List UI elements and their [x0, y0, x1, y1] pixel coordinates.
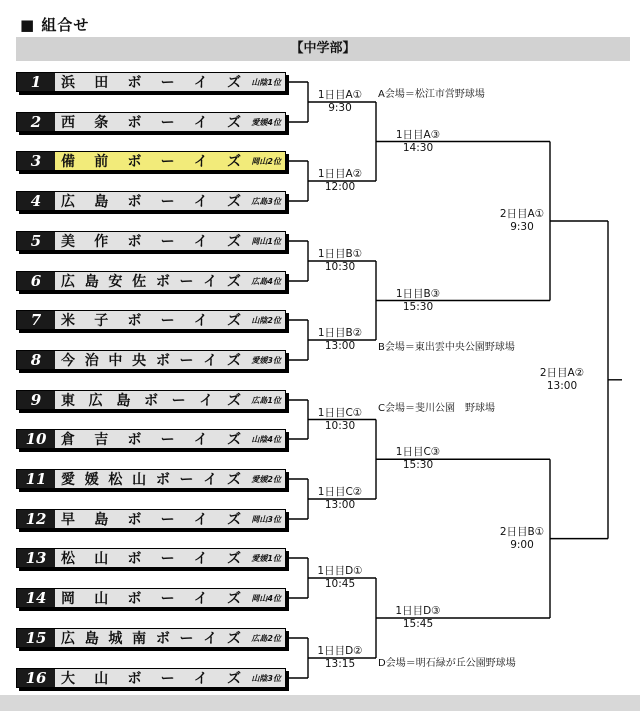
division-banner: 【中学部】 — [16, 37, 630, 61]
team-qualifier: 広島1位 — [251, 395, 281, 405]
team-name — [61, 73, 241, 91]
match-game: 1日目B① — [317, 248, 363, 260]
team-name-char: ー — [160, 591, 175, 607]
team-name-char: 作 — [94, 234, 109, 250]
team-name-char: イ — [193, 551, 208, 567]
team-name — [61, 311, 241, 329]
team-name-char: ボ — [127, 75, 142, 91]
team-name-char: 島 — [94, 194, 109, 210]
team-name-char: ー — [160, 432, 175, 448]
team-name-char: 前 — [94, 154, 109, 170]
team-number: 11 — [17, 470, 55, 488]
team-name-char: 広 — [61, 631, 75, 647]
team-qualifier: 岡山3位 — [251, 514, 281, 524]
team-row — [16, 588, 286, 608]
team-number: 2 — [17, 113, 55, 131]
match-game: 1日目B② — [317, 327, 363, 339]
team-name-char: ズ — [226, 75, 241, 91]
team-name-char: ー — [160, 154, 175, 170]
team-name-char: 岡 — [61, 591, 75, 607]
team-name — [61, 192, 241, 210]
match-time: 15:30 — [402, 459, 434, 472]
team-qualifier: 山陰2位 — [251, 315, 281, 325]
team-name-char: 浜 — [61, 75, 75, 91]
team-qualifier: 広島2位 — [251, 633, 281, 643]
team-name-char: 安 — [108, 274, 123, 290]
team-name-char: 中 — [108, 353, 123, 369]
team-name-char: 米 — [61, 313, 75, 329]
team-name-char: ズ — [226, 591, 241, 607]
team-name-char: ー — [160, 551, 175, 567]
team-name-char: 条 — [94, 115, 109, 131]
match-time: 13:15 — [324, 658, 356, 670]
match-label — [488, 208, 556, 234]
team-name-char: ズ — [226, 353, 241, 369]
team-name-char: ボ — [155, 631, 170, 647]
team-name-char: ー — [160, 115, 175, 131]
team-qualifier: 愛媛1位 — [251, 553, 281, 563]
team-number: 6 — [17, 272, 55, 290]
team-name-char: ボ — [155, 274, 170, 290]
venue-b: B会場＝東出雲中央公園野球場 — [378, 342, 515, 353]
team-name-char: ー — [160, 512, 175, 528]
team-name — [61, 669, 241, 687]
team-name-char: ー — [179, 472, 194, 488]
team-row — [16, 310, 286, 330]
team-name — [61, 232, 241, 250]
match-time: 9:00 — [510, 538, 534, 551]
team-name-char: ボ — [127, 551, 142, 567]
team-name-char: ー — [179, 353, 194, 369]
team-name-char: 東 — [61, 393, 75, 409]
team-name-char: 倉 — [61, 432, 75, 448]
match-game: 2日目A① — [499, 208, 545, 220]
team-name-char: 西 — [61, 115, 75, 131]
team-row — [16, 509, 286, 529]
team-name-char: イ — [193, 115, 208, 131]
team-name-char: ー — [160, 313, 175, 329]
team-name-char: 田 — [94, 75, 109, 91]
team-name-char: イ — [199, 393, 214, 409]
team-row — [16, 628, 286, 648]
team-name-char: ボ — [127, 234, 142, 250]
team-name-char: 南 — [132, 631, 147, 647]
match-label — [384, 605, 452, 631]
match-label — [306, 645, 374, 671]
team-name-char: ボ — [127, 512, 142, 528]
team-name-char: ボ — [127, 115, 142, 131]
match-time: 10:45 — [324, 578, 356, 590]
team-row — [16, 191, 286, 211]
team-name-char: ー — [171, 393, 186, 409]
team-name-char: ズ — [226, 393, 241, 409]
team-name-char: 備 — [61, 154, 75, 170]
team-name-char: イ — [193, 512, 208, 528]
team-name — [61, 113, 241, 131]
team-row — [16, 112, 286, 132]
team-number: 14 — [17, 589, 55, 607]
team-name-char: 島 — [84, 274, 99, 290]
team-row — [16, 429, 286, 449]
match-game: 1日目D③ — [395, 605, 441, 617]
team-number: 7 — [17, 311, 55, 329]
team-name-char: 媛 — [84, 472, 99, 488]
match-label — [306, 327, 374, 353]
match-label — [306, 89, 374, 115]
team-name-char: ズ — [226, 472, 241, 488]
match-game: 1日目C③ — [395, 446, 441, 459]
match-time: 13:00 — [324, 499, 356, 511]
team-name-char: イ — [203, 353, 218, 369]
team-name-char: 島 — [94, 512, 109, 528]
team-name-char: 大 — [61, 671, 75, 687]
team-qualifier: 広島3位 — [251, 196, 281, 206]
match-time: 13:00 — [324, 340, 356, 352]
bottom-strip — [0, 695, 640, 711]
team-name-char: イ — [193, 154, 208, 170]
team-name-char: イ — [193, 194, 208, 210]
team-qualifier: 岡山4位 — [251, 593, 281, 603]
team-name-char: 愛 — [61, 472, 75, 488]
team-name-char: 山 — [94, 591, 109, 607]
match-label — [306, 407, 374, 433]
team-number: 9 — [17, 391, 55, 409]
team-name — [61, 430, 241, 448]
match-game: 2日目B① — [499, 525, 545, 538]
team-name-char: ー — [179, 274, 194, 290]
venue-c: C会場＝斐川公園 野球場 — [378, 403, 495, 414]
team-name-char: 美 — [61, 234, 75, 250]
team-number: 3 — [17, 152, 55, 170]
team-name-char: 城 — [108, 631, 123, 647]
team-name-char: 島 — [116, 393, 131, 409]
team-name-char: ボ — [127, 671, 142, 687]
team-number: 5 — [17, 232, 55, 250]
match-time: 9:30 — [328, 102, 352, 114]
match-game: 1日目B③ — [395, 287, 441, 300]
match-game: 1日目D① — [317, 565, 363, 577]
team-name-char: ズ — [226, 194, 241, 210]
match-game: 2日目A② — [539, 366, 585, 379]
match-time: 12:00 — [324, 181, 356, 193]
team-name-char: ボ — [127, 313, 142, 329]
match-time: 9:30 — [510, 221, 534, 233]
team-name-char: ボ — [127, 432, 142, 448]
team-name-char: ボ — [127, 154, 142, 170]
team-number: 10 — [17, 430, 55, 448]
team-row — [16, 151, 286, 171]
team-name-char: 央 — [132, 353, 147, 369]
team-row — [16, 548, 286, 568]
team-name-char: イ — [203, 274, 218, 290]
team-name — [61, 549, 241, 567]
team-name — [61, 510, 241, 528]
match-time: 15:30 — [402, 300, 434, 313]
team-name-char: 山 — [132, 472, 147, 488]
team-name-char: ボ — [155, 353, 170, 369]
team-number: 16 — [17, 669, 55, 687]
match-label — [384, 129, 452, 155]
team-name-char: 広 — [88, 393, 103, 409]
team-qualifier: 愛媛2位 — [251, 474, 281, 484]
team-name — [61, 629, 241, 647]
team-qualifier: 広島4位 — [251, 276, 281, 286]
team-name-char: 早 — [61, 512, 75, 528]
match-time: 10:30 — [324, 261, 356, 273]
team-name-char: ズ — [226, 274, 241, 290]
team-number: 15 — [17, 629, 55, 647]
match-game: 1日目A③ — [395, 128, 441, 141]
team-name-char: 山 — [94, 551, 109, 567]
team-name — [61, 589, 241, 607]
team-row — [16, 350, 286, 370]
match-label — [384, 446, 452, 472]
team-row — [16, 390, 286, 410]
team-name-char: ズ — [226, 512, 241, 528]
team-name-char: 子 — [94, 313, 109, 329]
team-name-char: 今 — [61, 353, 75, 369]
match-game: 1日目D② — [317, 645, 363, 657]
team-name — [61, 351, 241, 369]
team-number: 1 — [17, 73, 55, 91]
team-name — [61, 152, 241, 170]
team-name-char: ズ — [226, 154, 241, 170]
team-row — [16, 668, 286, 688]
team-name-char: イ — [193, 432, 208, 448]
team-name-char: ズ — [226, 313, 241, 329]
match-game: 1日目C① — [317, 406, 363, 419]
team-row — [16, 72, 286, 92]
team-qualifier: 岡山1位 — [251, 236, 281, 246]
team-qualifier: 山陰1位 — [251, 77, 281, 87]
team-name-char: ー — [179, 631, 194, 647]
team-name-char: ズ — [226, 631, 241, 647]
team-name-char: 島 — [84, 631, 99, 647]
team-name-char: ー — [160, 234, 175, 250]
team-qualifier: 愛媛4位 — [251, 117, 281, 127]
team-name-char: イ — [193, 234, 208, 250]
team-name-char: イ — [203, 472, 218, 488]
team-row — [16, 469, 286, 489]
team-name-char: イ — [193, 313, 208, 329]
team-name-char: ズ — [226, 671, 241, 687]
team-name-char: イ — [193, 671, 208, 687]
team-number: 13 — [17, 549, 55, 567]
team-number: 4 — [17, 192, 55, 210]
venue-d: D会場＝明石緑が丘公園野球場 — [378, 658, 516, 669]
team-name-char: ズ — [226, 115, 241, 131]
match-label — [528, 367, 596, 393]
team-qualifier: 岡山2位 — [251, 156, 281, 166]
team-name — [61, 470, 241, 488]
section-heading: ■ 組合せ — [20, 16, 90, 34]
match-label — [306, 168, 374, 194]
match-time: 14:30 — [402, 141, 434, 154]
team-name-char: 松 — [108, 472, 123, 488]
team-name-char: イ — [193, 75, 208, 91]
match-label — [306, 565, 374, 591]
team-name-char: 治 — [84, 353, 99, 369]
team-name-char: 佐 — [132, 274, 147, 290]
team-name-char: ー — [160, 75, 175, 91]
team-qualifier: 山陰3位 — [251, 673, 281, 683]
team-row — [16, 271, 286, 291]
match-time: 10:30 — [324, 419, 356, 432]
team-name-char: ズ — [226, 551, 241, 567]
team-name — [61, 391, 241, 409]
team-name-char: 広 — [61, 194, 75, 210]
match-game: 1日目C② — [317, 486, 363, 498]
team-number: 12 — [17, 510, 55, 528]
match-time: 13:00 — [546, 379, 578, 392]
team-name-char: ズ — [226, 234, 241, 250]
match-game: 1日目A② — [317, 168, 363, 180]
team-name-char: 松 — [61, 551, 75, 567]
match-label — [488, 526, 556, 552]
team-qualifier: 山陰4位 — [251, 434, 281, 444]
team-qualifier: 愛媛3位 — [251, 355, 281, 365]
match-label — [306, 486, 374, 512]
team-name-char: 吉 — [94, 432, 109, 448]
team-name — [61, 272, 241, 290]
team-name-char: イ — [203, 631, 218, 647]
team-name-char: ー — [160, 194, 175, 210]
team-name-char: 山 — [94, 671, 109, 687]
team-name-char: ボ — [127, 591, 142, 607]
match-game: 1日目A① — [317, 89, 363, 101]
team-name-char: イ — [193, 591, 208, 607]
venue-a: A会場＝松江市営野球場 — [378, 89, 485, 100]
team-name-char: 広 — [61, 274, 75, 290]
team-name-char: ー — [160, 671, 175, 687]
team-row — [16, 231, 286, 251]
team-name-char: ボ — [127, 194, 142, 210]
match-label — [384, 288, 452, 314]
team-name-char: ボ — [143, 393, 158, 409]
match-label — [306, 248, 374, 274]
match-time: 15:45 — [402, 618, 434, 630]
team-name-char: ズ — [226, 432, 241, 448]
team-name-char: ボ — [155, 472, 170, 488]
team-number: 8 — [17, 351, 55, 369]
